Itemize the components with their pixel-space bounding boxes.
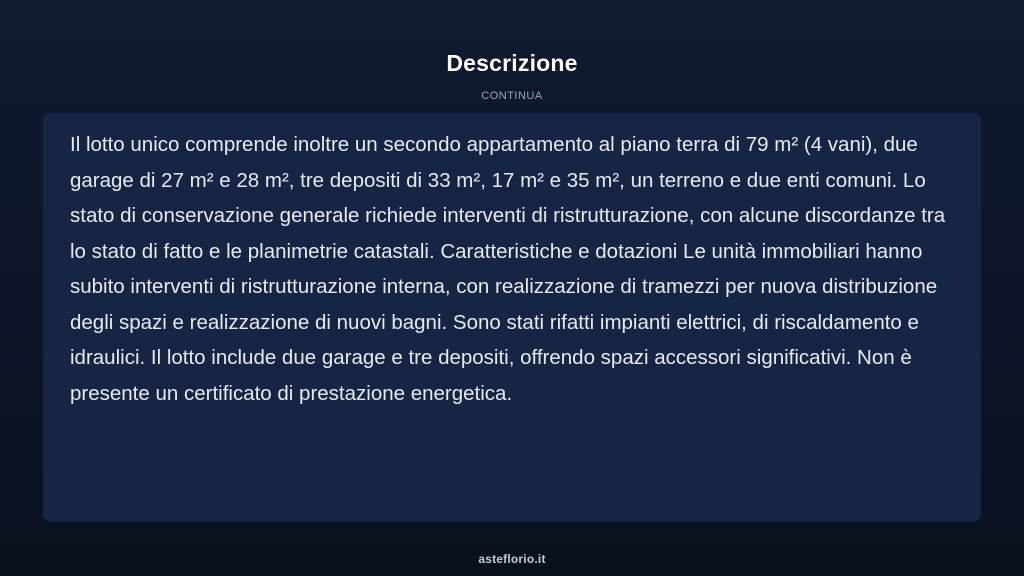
continuation-label: CONTINUA bbox=[481, 90, 543, 102]
footer-site-name: asteflorio.it bbox=[478, 552, 546, 566]
description-card bbox=[43, 113, 981, 522]
footer-bar bbox=[0, 542, 1024, 576]
page-title: Descrizione bbox=[446, 50, 578, 76]
description-text: Il lotto unico comprende inoltre un secondo appartamento al piano terra di 79 m² (4 vani), due garage di 27 m² e 28 m², tre depositi di 33 m², 17 m² e 35 m², un terreno e due enti comuni. Lo stato di conservazione generale richiede interventi di ristrutturazione, con alcune discordanze tra lo stato di fatto e le planimetrie catastali. Caratteristiche e dotazioni Le unità immobiliari hanno subito interventi di ristrutturazione interna, con realizzazione di tramezzi per nuova distribuzione degli spazi e realizzazione di nuovi bagni. Sono stati rifatti impianti elettrici, di riscaldamento e idraulici. Il lotto include due garage e tre depositi, offrendo spazi accessori significativi. Non è presente un certificato di prestazione energetica. bbox=[70, 133, 946, 405]
